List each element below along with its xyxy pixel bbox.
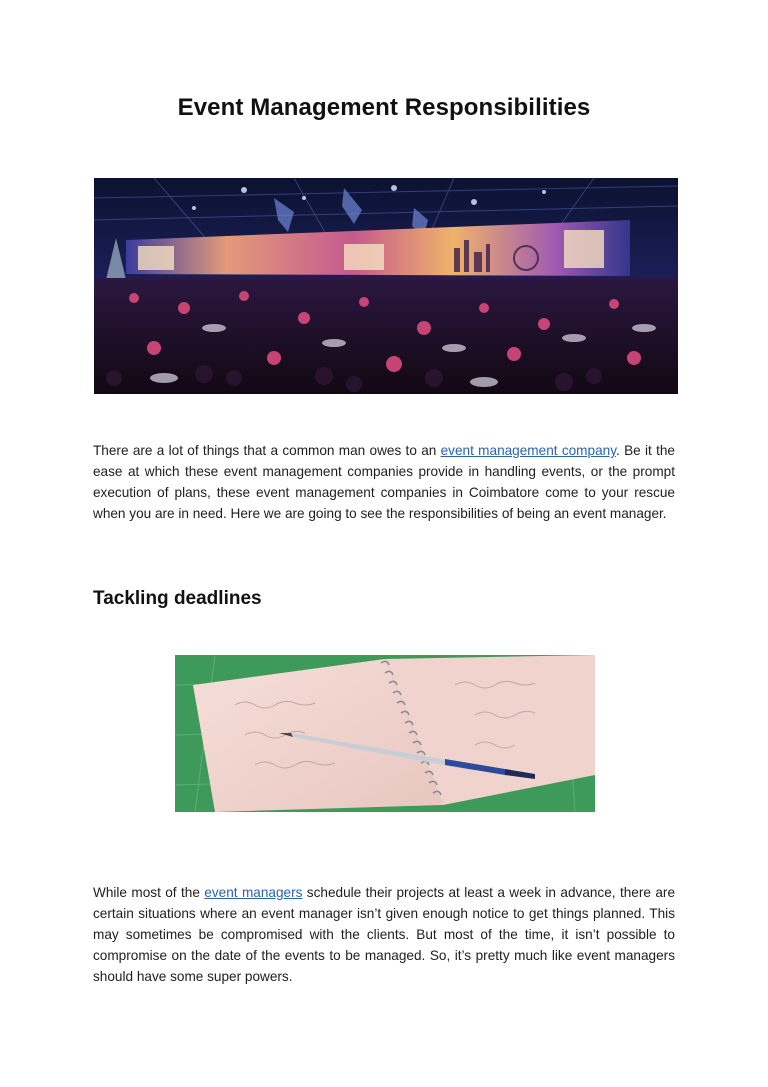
notebook-pen-photo — [175, 655, 595, 812]
page-title: Event Management Responsibilities — [177, 94, 591, 121]
deadlines-paragraph — [93, 883, 675, 988]
event-management-company-link[interactable]: event management company — [440, 443, 616, 458]
deadlines-text-start: While most of the — [93, 885, 205, 900]
intro-text-start: There are a lot of things that a common man owes to an — [93, 443, 441, 458]
event-hall-photo — [94, 178, 678, 394]
section-heading: Tackling deadlines — [93, 588, 262, 609]
event-managers-link[interactable]: event managers — [204, 885, 303, 900]
intro-paragraph — [93, 441, 675, 525]
deadlines-text-end: schedule their projects at least a week in advance, there are certain situations where an event manager isn’t given enough notice to get things planned. This may sometimes be compromised with the clients. But most of the time, it isn’t possible to compromise on the date of the events to be managed. So, it’s pretty much like event managers should have some super powers. — [93, 885, 676, 984]
intro-text-end: . Be it the ease at which these event management companies provide in handling events, or the prompt execution of plans, these event management companies in Coimbatore come to your rescue when you are in need. Here we are going to see the responsibilities of being an event manager. — [93, 443, 675, 521]
